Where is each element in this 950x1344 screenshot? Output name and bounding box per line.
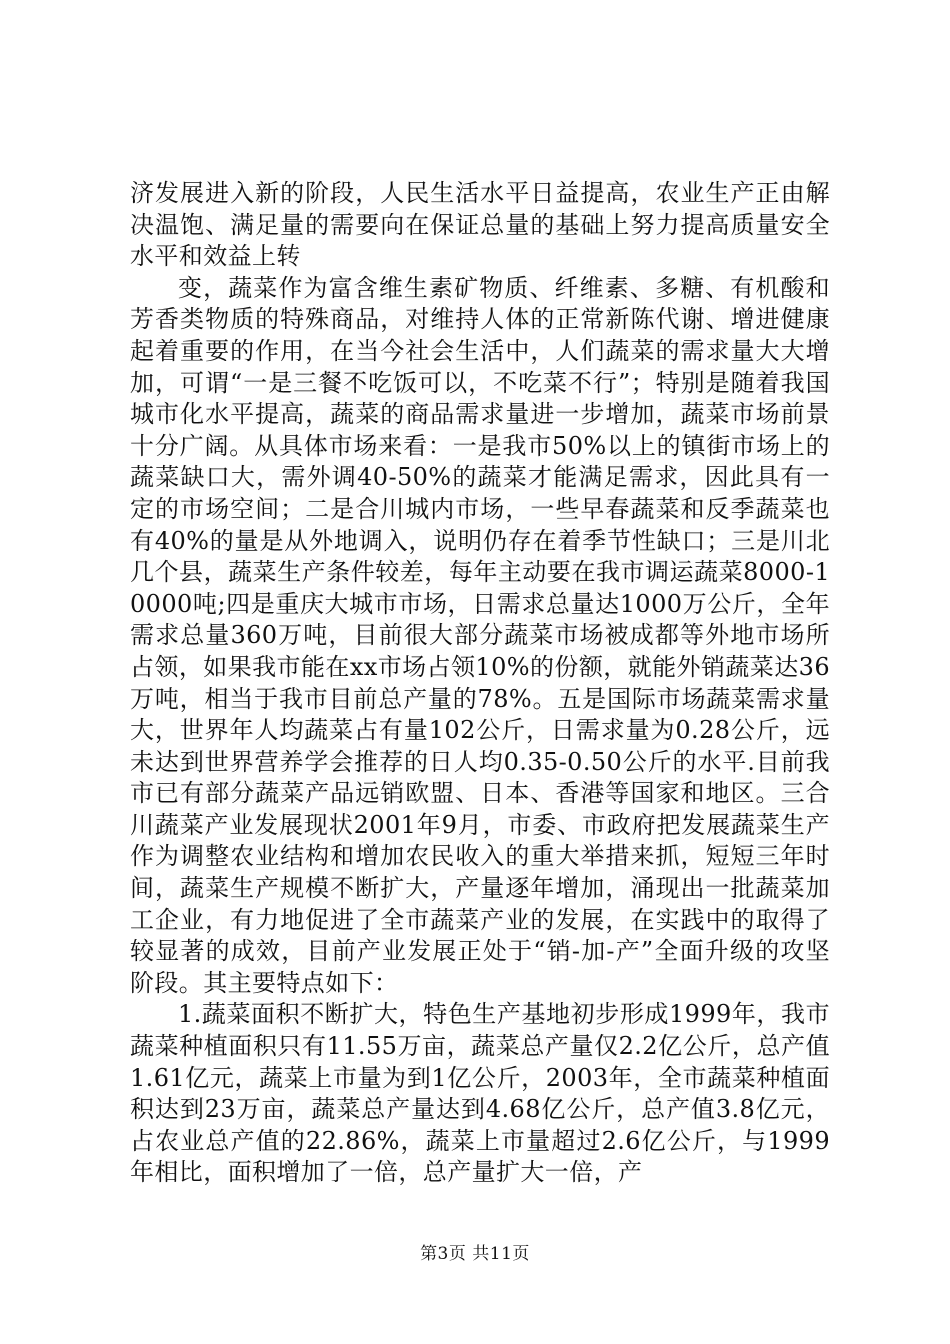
paragraph-planting-area: 1.蔬菜面积不断扩大，特色生产基地初步形成1999年，我市蔬菜种植面积只有11.55万亩，蔬菜总产量仅2.2亿公斤，总产值1.61亿元，蔬菜上市量为到1亿公斤，2003年，全市蔬菜种植面积达到23万亩，蔬菜总产量达到4.68亿公斤，总产值3.8亿元，占农业总产值的22.86%，蔬菜上市量超过2.6亿公斤，与1999年相比，面积增加了一倍，总产量扩大一倍，产: [130, 1000, 830, 1187]
paragraph-market-analysis: 变，蔬菜作为富含维生素矿物质、纤维素、多糖、有机酸和芳香类物质的特殊商品，对维持人体的正常新陈代谢、增进健康起着重要的作用，在当今社会生活中，人们蔬菜的需求量大大增加，可谓“一是三餐不吃饭可以，不吃菜不行”；特别是随着我国城市化水平提高，蔬菜的商品需求量进一步增加，蔬菜市场前景十分广阔。从具体市场来看：一是我市50%以上的镇街市场上的蔬菜缺口大，需外调40-50%的蔬菜才能满足需求，因此具有一定的市场空间；二是合川城内市场，一些早春蔬菜和反季蔬菜也有40%的量是从外地调入，说明仍存在着季节性缺口；三是川北几个县，蔬菜生产条件较差，每年主动要在我市调运蔬菜8000-10000吨;四是重庆大城市市场，日需求总量达1000万公斤，全年需求总量360万吨，目前很大部分蔬菜市场被成都等外地市场所占领，如果我市能在xx市场占领10%的份额，就能外销蔬菜达36万吨，相当于我市目前总产量的78%。五是国际市场蔬菜需求量大，世界年人均蔬菜占有量102公斤，日需求量为0.28公斤，远未达到世界营养学会推荐的日人均0.35-0.50公斤的水平.目前我市已有部分蔬菜产品远销欧盟、日本、香港等国家和地区。三合川蔬菜产业发展现状2001年9月，市委、市政府把发展蔬菜生产作为调整农业结构和增加农民收入的重大举措来抓，短短三年时间，蔬菜生产规模不断扩大，产量逐年增加，涌现出一批蔬菜加工企业，有力地促进了全市蔬菜产业的发展，在实践中的取得了较显著的成效，目前产业发展正处于“销-加-产”全面升级的攻坚阶段。其主要特点如下：: [130, 273, 830, 997]
paragraph-continuation: 济发展进入新的阶段，人民生活水平日益提高，农业生产正由解决温饱、满足量的需要向在保证总量的基础上努力提高质量安全水平和效益上转: [130, 179, 830, 271]
page-footer: 第3页 共11页: [420, 1244, 530, 1264]
body-text: [130, 178, 830, 1189]
